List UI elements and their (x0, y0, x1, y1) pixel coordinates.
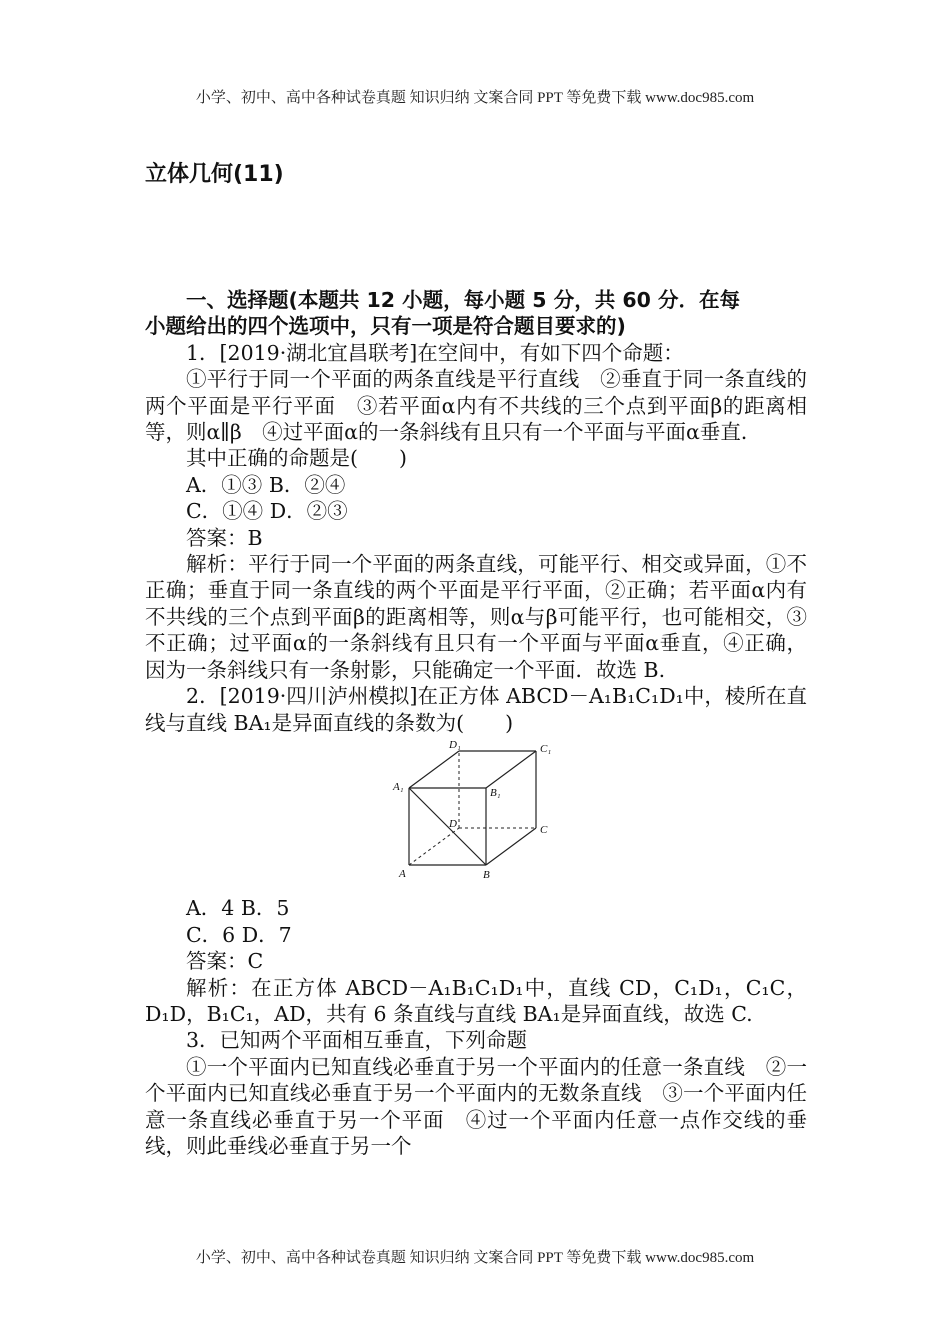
label-d1: D₁ (449, 738, 461, 751)
label-b1: B₁ (490, 786, 501, 799)
page-header: 小学、初中、高中各种试卷真题 知识归纳 文案合同 PPT 等免费下载 www.doc985.com (195, 90, 755, 106)
edge-b1c1 (486, 751, 536, 788)
label-a1: A₁ (393, 780, 404, 793)
label-a: A (399, 867, 406, 880)
q1-options-ab: A．①③ B．②④ (186, 472, 346, 497)
cube-diagram (391, 738, 561, 883)
edge-a1d1 (409, 751, 459, 788)
cube-figure (145, 738, 807, 889)
section-heading-line2: 小题给出的四个选项中，只有一项是符合题目要求的) (145, 314, 626, 339)
q1-answer: 答案：B (186, 525, 263, 550)
q1-analysis: 解析：平行于同一个平面的两条直线，可能平行、相交或异面，①不正确；垂直于同一条直线的两个平面是平行平面，②正确；若平面α内有不共线的三个点到平面β的距离相等，则α与β可能平行，也可能相交，③不正确；过平面α的一条斜线有且只有一个平面与平面α垂直，④正确，因为一条斜线只有一条射影，只能确定一个平面．故选 B. (145, 552, 807, 682)
q1-options-cd: C．①④ D．②③ (186, 499, 348, 524)
section-heading-line1: 一、选择题(本题共 12 小题，每小题 5 分，共 60 分．在每 (186, 288, 741, 312)
q1-propositions: ①平行于同一个平面的两条直线是平行直线 ②垂直于同一条直线的两个平面是平行平面 ③若平面α内有不共线的三个点到平面β的距离相等，则α∥β ④过平面α的一条斜线有且只有一个平面与平面α垂直． (145, 367, 807, 445)
label-c1: C₁ (540, 742, 552, 755)
label-b: B (483, 868, 490, 881)
q2-stem: 2．[2019·四川泸州模拟]在正方体 ABCD－A₁B₁C₁D₁中，棱所在直线与直线 BA₁是异面直线的条数为( ) (145, 684, 807, 735)
edge-ad-hidden (409, 828, 459, 865)
label-c: C (540, 823, 548, 836)
q1-ask: 其中正确的命题是( ) (186, 446, 407, 471)
q2-analysis: 解析：在正方体 ABCD－A₁B₁C₁D₁中，直线 CD，C₁D₁，C₁C，D₁D，B₁C₁，AD，共有 6 条直线与直线 BA₁是异面直线，故选 C. (145, 975, 807, 1026)
diagonal-a1b (409, 788, 486, 865)
q1-stem: 1．[2019·湖北宜昌联考]在空间中，有如下四个命题： (186, 340, 684, 365)
page-title: 立体几何(11) (145, 162, 284, 187)
q2-options-ab: A．4 B．5 (186, 896, 290, 921)
q2-answer: 答案：C (186, 949, 264, 974)
document-body (145, 287, 807, 1159)
edge-bc (486, 828, 536, 865)
q3-propositions: ①一个平面内已知直线必垂直于另一个平面内的任意一条直线 ②一个平面内已知直线必垂直于另一个平面内的无数条直线 ③一个平面内任意一条直线必垂直于另一个平面 ④过一个平面内任意一点作交线的垂线，则此垂线必垂直于另一个 (145, 1054, 807, 1158)
q3-stem: 3．已知两个平面相互垂直，下列命题 (186, 1028, 528, 1053)
label-d: D (449, 817, 457, 830)
q2-options-cd: C．6 D．7 (186, 922, 292, 947)
page-footer: 小学、初中、高中各种试卷真题 知识归纳 文案合同 PPT 等免费下载 www.doc985.com (195, 1250, 755, 1266)
